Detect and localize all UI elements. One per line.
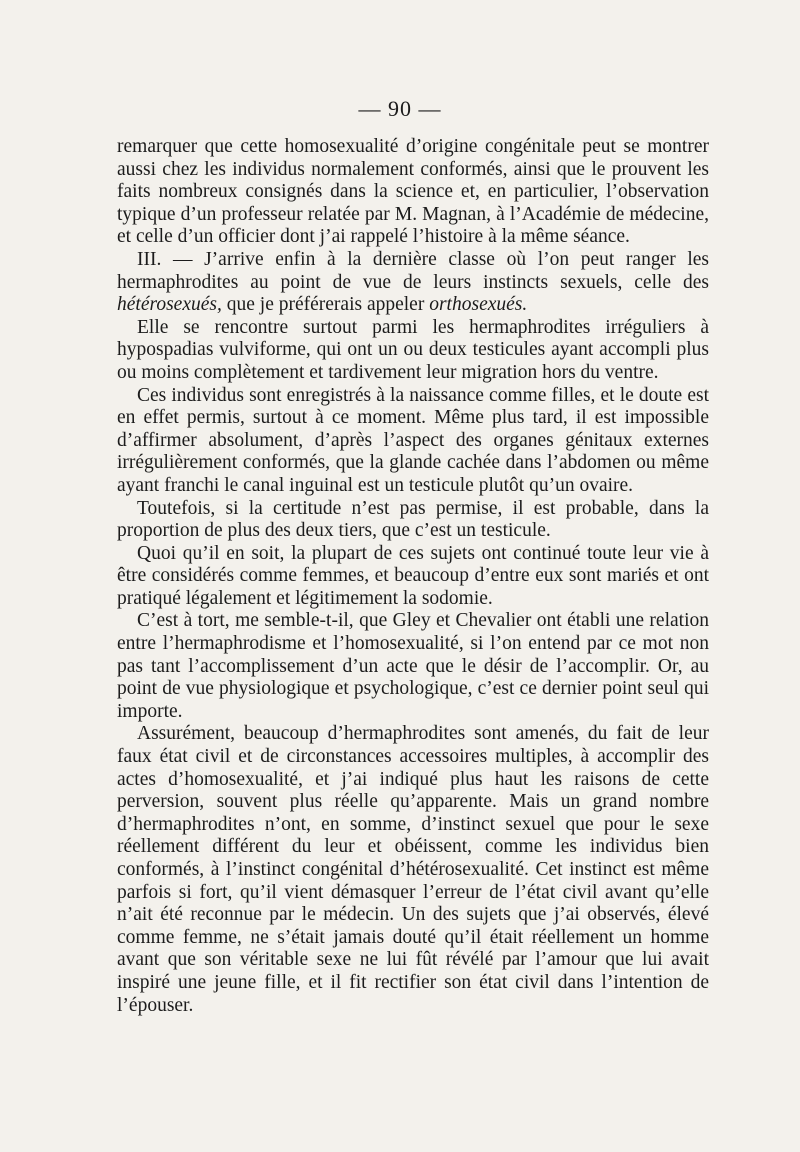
- page-number: — 90 —: [358, 96, 442, 121]
- term-heterosexues: hétérosexués,: [117, 294, 222, 316]
- paragraph-8: Assurément, beaucoup d’hermaphrodites sont amenés, du fait de leur faux état civil et de circonstances accessoires multiples, à accomplir des actes d’homosexualité, et j’ai indiqué plus haut les raisons de cette perversion, souvent plus réelle qu’apparente. Mais un grand nombre d’hermaphrodites n’ont, en somme, d’instinct sexuel que pour le sexe réellement différent du leur et obéissent, comme les individus bien conformés, à l’instinct congénital d’hétérosexualité. Cet instinct est même parfois si fort, qu’il vient démasquer l’erreur de l’état civil avant qu’elle n’ait été reconnue par le médecin. Un des sujets que j’ai observés, élevé comme femme, ne s’était jamais douté qu’il était réellement un homme avant que son véritable sexe ne lui fût révélé par l’amour que lui avait inspiré une jeune fille, et il fit rectifier son état civil dans l’intention de l’épouser.: [117, 723, 709, 1016]
- body-text: [117, 136, 709, 1017]
- paragraph-7: C’est à tort, me semble-t-il, que Gley et Chevalier ont établi une relation entre l’hermaphrodisme et l’homosexualité, si l’on entend par ce mot non pas tant l’accomplissement d’un acte que le désir de l’accomplir. Or, au point de vue physiologique et psychologique, c’est ce dernier point seul qui importe.: [117, 610, 709, 722]
- paragraph-4: Ces individus sont enregistrés à la naissance comme filles, et le doute est en effet permis, surtout à ce moment. Même plus tard, il est impossible d’affirmer absolument, d’après l’aspect des organes génitaux externes irrégulièrement conformés, que la glande cachée dans l’abdomen ou même ayant franchi le canal inguinal est un testicule plutôt qu’un ovaire.: [117, 384, 709, 496]
- paragraph-2-middle: que je préférerais appeler: [221, 294, 430, 316]
- paragraph-2-text: III. — J’arrive enfin à la dernière classe où l’on peut ranger les hermaphrodites au point de vue de leurs instincts sexuels, celle des: [117, 248, 709, 293]
- paragraph-5: Toutefois, si la certitude n’est pas permise, il est probable, dans la proportion de plus des deux tiers, que c’est un testicule.: [117, 497, 709, 542]
- paragraph-1: remarquer que cette homosexualité d’origine congénitale peut se montrer aussi chez les individus normalement conformés, ainsi que le prouvent les faits nombreux consignés dans la science et, en particulier, l’observation typique d’un professeur relatée par M. Magnan, à l’Académie de médecine, et celle d’un officier dont j’ai rappelé l’histoire à la même séance.: [117, 136, 709, 248]
- paragraph-6: Quoi qu’il en soit, la plupart de ces sujets ont continué toute leur vie à être considérés comme femmes, et beaucoup d’entre eux sont mariés et ont pratiqué légalement et légitimement la sodomie.: [117, 542, 709, 609]
- paragraph-3: Elle se rencontre surtout parmi les hermaphrodites irréguliers à hypospadias vulviforme, qui ont un ou deux testicules ayant accompli plus ou moins complètement et tardivement leur migration hors du ventre.: [117, 316, 709, 383]
- paragraph-2: [117, 249, 709, 317]
- term-orthosexues: orthosexués.: [429, 294, 528, 316]
